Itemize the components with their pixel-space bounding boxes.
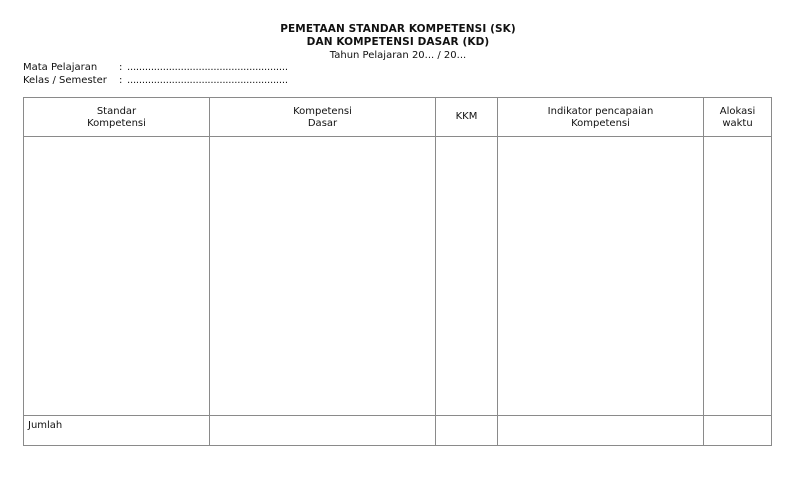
- total-cell-kkm: [436, 416, 498, 446]
- header-line: Kompetensi: [87, 118, 146, 129]
- total-cell-alokasi-waktu: [704, 416, 772, 446]
- cell-standar-kompetensi: [24, 137, 210, 416]
- academic-year-subtitle: Tahun Pelajaran 20... / 20...: [329, 50, 467, 61]
- document-title-line-1: PEMETAAN STANDAR KOMPETENSI (SK): [280, 23, 516, 35]
- table-header-row: [24, 98, 772, 137]
- table-row: [24, 137, 772, 416]
- header-line: waktu: [722, 118, 753, 129]
- class-semester-label: Kelas / Semester: [23, 75, 107, 86]
- subject-value-blank: ......................................................: [127, 62, 288, 73]
- total-row: [24, 416, 772, 446]
- document-meta-fields: [23, 61, 288, 87]
- competency-mapping-table: [23, 97, 772, 446]
- document-header: [0, 23, 796, 62]
- subject-label: Mata Pelajaran: [23, 62, 98, 73]
- header-line: Standar: [96, 106, 137, 117]
- cell-kompetensi-dasar: [210, 137, 436, 416]
- total-cell-kompetensi-dasar: [210, 416, 436, 446]
- header-indikator-pencapaian: [498, 98, 704, 137]
- header-line: Dasar: [307, 118, 338, 129]
- header-line: Kompetensi: [293, 106, 352, 117]
- total-label: Jumlah: [28, 420, 63, 431]
- header-line: KKM: [455, 111, 478, 122]
- cell-alokasi-waktu: [704, 137, 772, 416]
- header-line: Indikator pencapaian: [547, 106, 654, 117]
- header-kkm: [436, 98, 498, 137]
- class-semester-value-blank: ......................................................: [127, 75, 288, 86]
- total-label-cell: [24, 416, 210, 446]
- subject-colon: :: [119, 62, 123, 73]
- cell-kkm: [436, 137, 498, 416]
- document-title-line-2: DAN KOMPETENSI DASAR (KD): [306, 36, 490, 48]
- header-line: Kompetensi: [571, 118, 630, 129]
- class-semester-field: [23, 74, 288, 87]
- total-cell-indikator: [498, 416, 704, 446]
- header-standar-kompetensi: [24, 98, 210, 137]
- header-kompetensi-dasar: [210, 98, 436, 137]
- cell-indikator-pencapaian: [498, 137, 704, 416]
- subject-field: [23, 61, 288, 74]
- class-semester-colon: :: [119, 75, 123, 86]
- header-alokasi-waktu: [704, 98, 772, 137]
- header-line: Alokasi: [719, 106, 756, 117]
